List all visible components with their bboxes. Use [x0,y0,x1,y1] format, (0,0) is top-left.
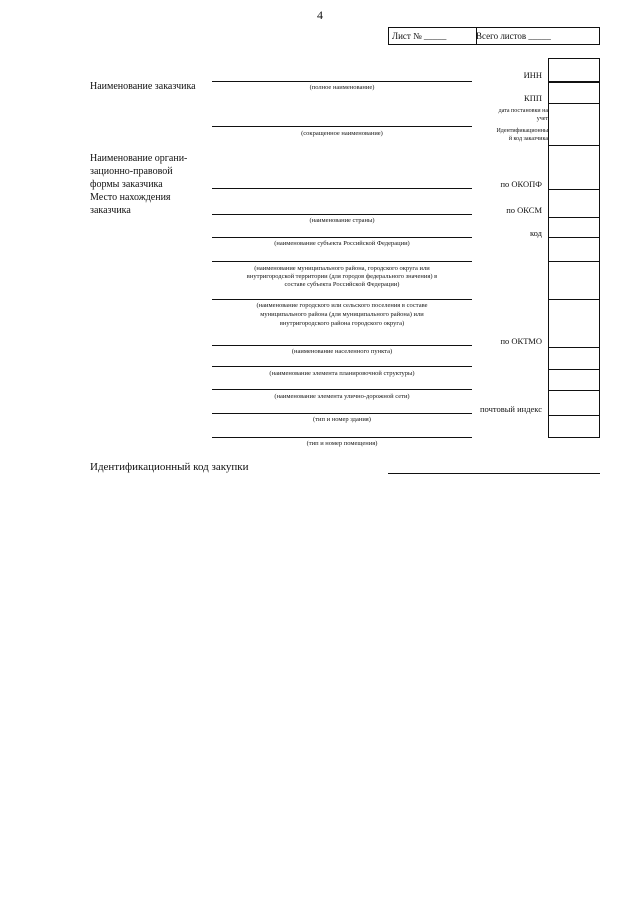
purchase-id-code-label: Идентификационный код закупки [90,461,249,473]
room-line [212,437,472,438]
full-name-line [212,81,472,82]
customer-name-label: Наименование заказчика [90,81,196,92]
oktmo-label: по ОКТМО [500,336,542,346]
municipal-caption-line2: внутригородской территории (для городов федерального значения) в [246,273,438,280]
customer-id-code-label-line1: Идентификационны [496,128,548,134]
oktmo-cell-border [549,347,599,348]
kpp-cell-border [549,103,599,104]
room-caption: (тип и номер помещения) [306,440,378,447]
inn-cell-border [549,82,599,83]
oksm-cell-border [549,217,599,218]
locality-caption: (наименование населенного пункта) [291,348,393,355]
settlement-caption-line1: (наименование городского или сельского поселения в составе [256,302,428,309]
sheet-number-label: Лист № _____ [389,28,477,44]
sheet-number-box [388,27,600,45]
postal-code-cell-border [549,415,599,416]
municipal-caption-line1: (наименование муниципального района, городского округа или [254,265,430,272]
country-caption: (наименование страны) [309,217,375,224]
municipal-caption-line3: составе субъекта Российской Федерации) [284,281,400,288]
settlement-caption-line2: муниципального района (для муниципального района) или [260,311,424,318]
building-caption: (тип и номер здания) [313,416,371,423]
legal-form-line [212,188,472,189]
code-cell-border [549,237,599,238]
locality-code-cell-border [549,369,599,370]
subject-code-cell-border [549,261,599,262]
street-code-cell-border [549,390,599,391]
codes-column [548,58,600,438]
country-line [212,214,472,215]
purchase-id-code-line[interactable] [388,473,600,474]
subject-caption: (наименование субъекта Российской Федерации) [274,240,410,247]
planning-line [212,366,472,367]
legal-form-label-line3: формы заказчика [90,179,163,190]
settlement-caption-line3: внутригородского района городского округа) [279,320,405,327]
registration-date-label-line2: учет [536,116,548,122]
location-label-line2: заказчика [90,205,131,216]
location-label-line1: Место нахождения [90,192,171,203]
planning-caption: (наименование элемента планировочной структуры) [269,370,415,377]
settlement-line [212,299,472,300]
street-caption: (наименование элемента улично-дорожной сети) [274,393,410,400]
inn-label: ИНН [523,70,542,80]
postal-code-label: почтовый индекс [480,404,542,414]
legal-form-label-line2: зационно-правовой [90,166,173,177]
registration-date-cell-border [549,145,599,146]
subject-line [212,237,472,238]
inn-field[interactable] [548,58,600,82]
kpp-label: КПП [524,93,542,103]
municipal-line [212,261,472,262]
okopf-cell-border [549,189,599,190]
locality-line [212,345,472,346]
page-number: 4 [317,8,323,22]
total-sheets-label: Всего листов _____ [476,31,551,41]
street-line [212,389,472,390]
short-name-caption: (сокращенное наименование) [301,130,383,137]
customer-id-code-label-line2: й код заказчика [508,136,548,142]
short-name-line [212,126,472,127]
oksm-label: по ОКСМ [506,205,542,215]
registration-date-label-line1: дата постановки на [498,108,548,114]
legal-form-label-line1: Наименование органи- [90,153,188,164]
okopf-label: по ОКОПФ [500,179,542,189]
code-label: код [529,228,542,238]
full-name-caption: (полное наименование) [309,84,375,91]
municipal-code-cell-border [549,299,599,300]
building-line [212,413,472,414]
